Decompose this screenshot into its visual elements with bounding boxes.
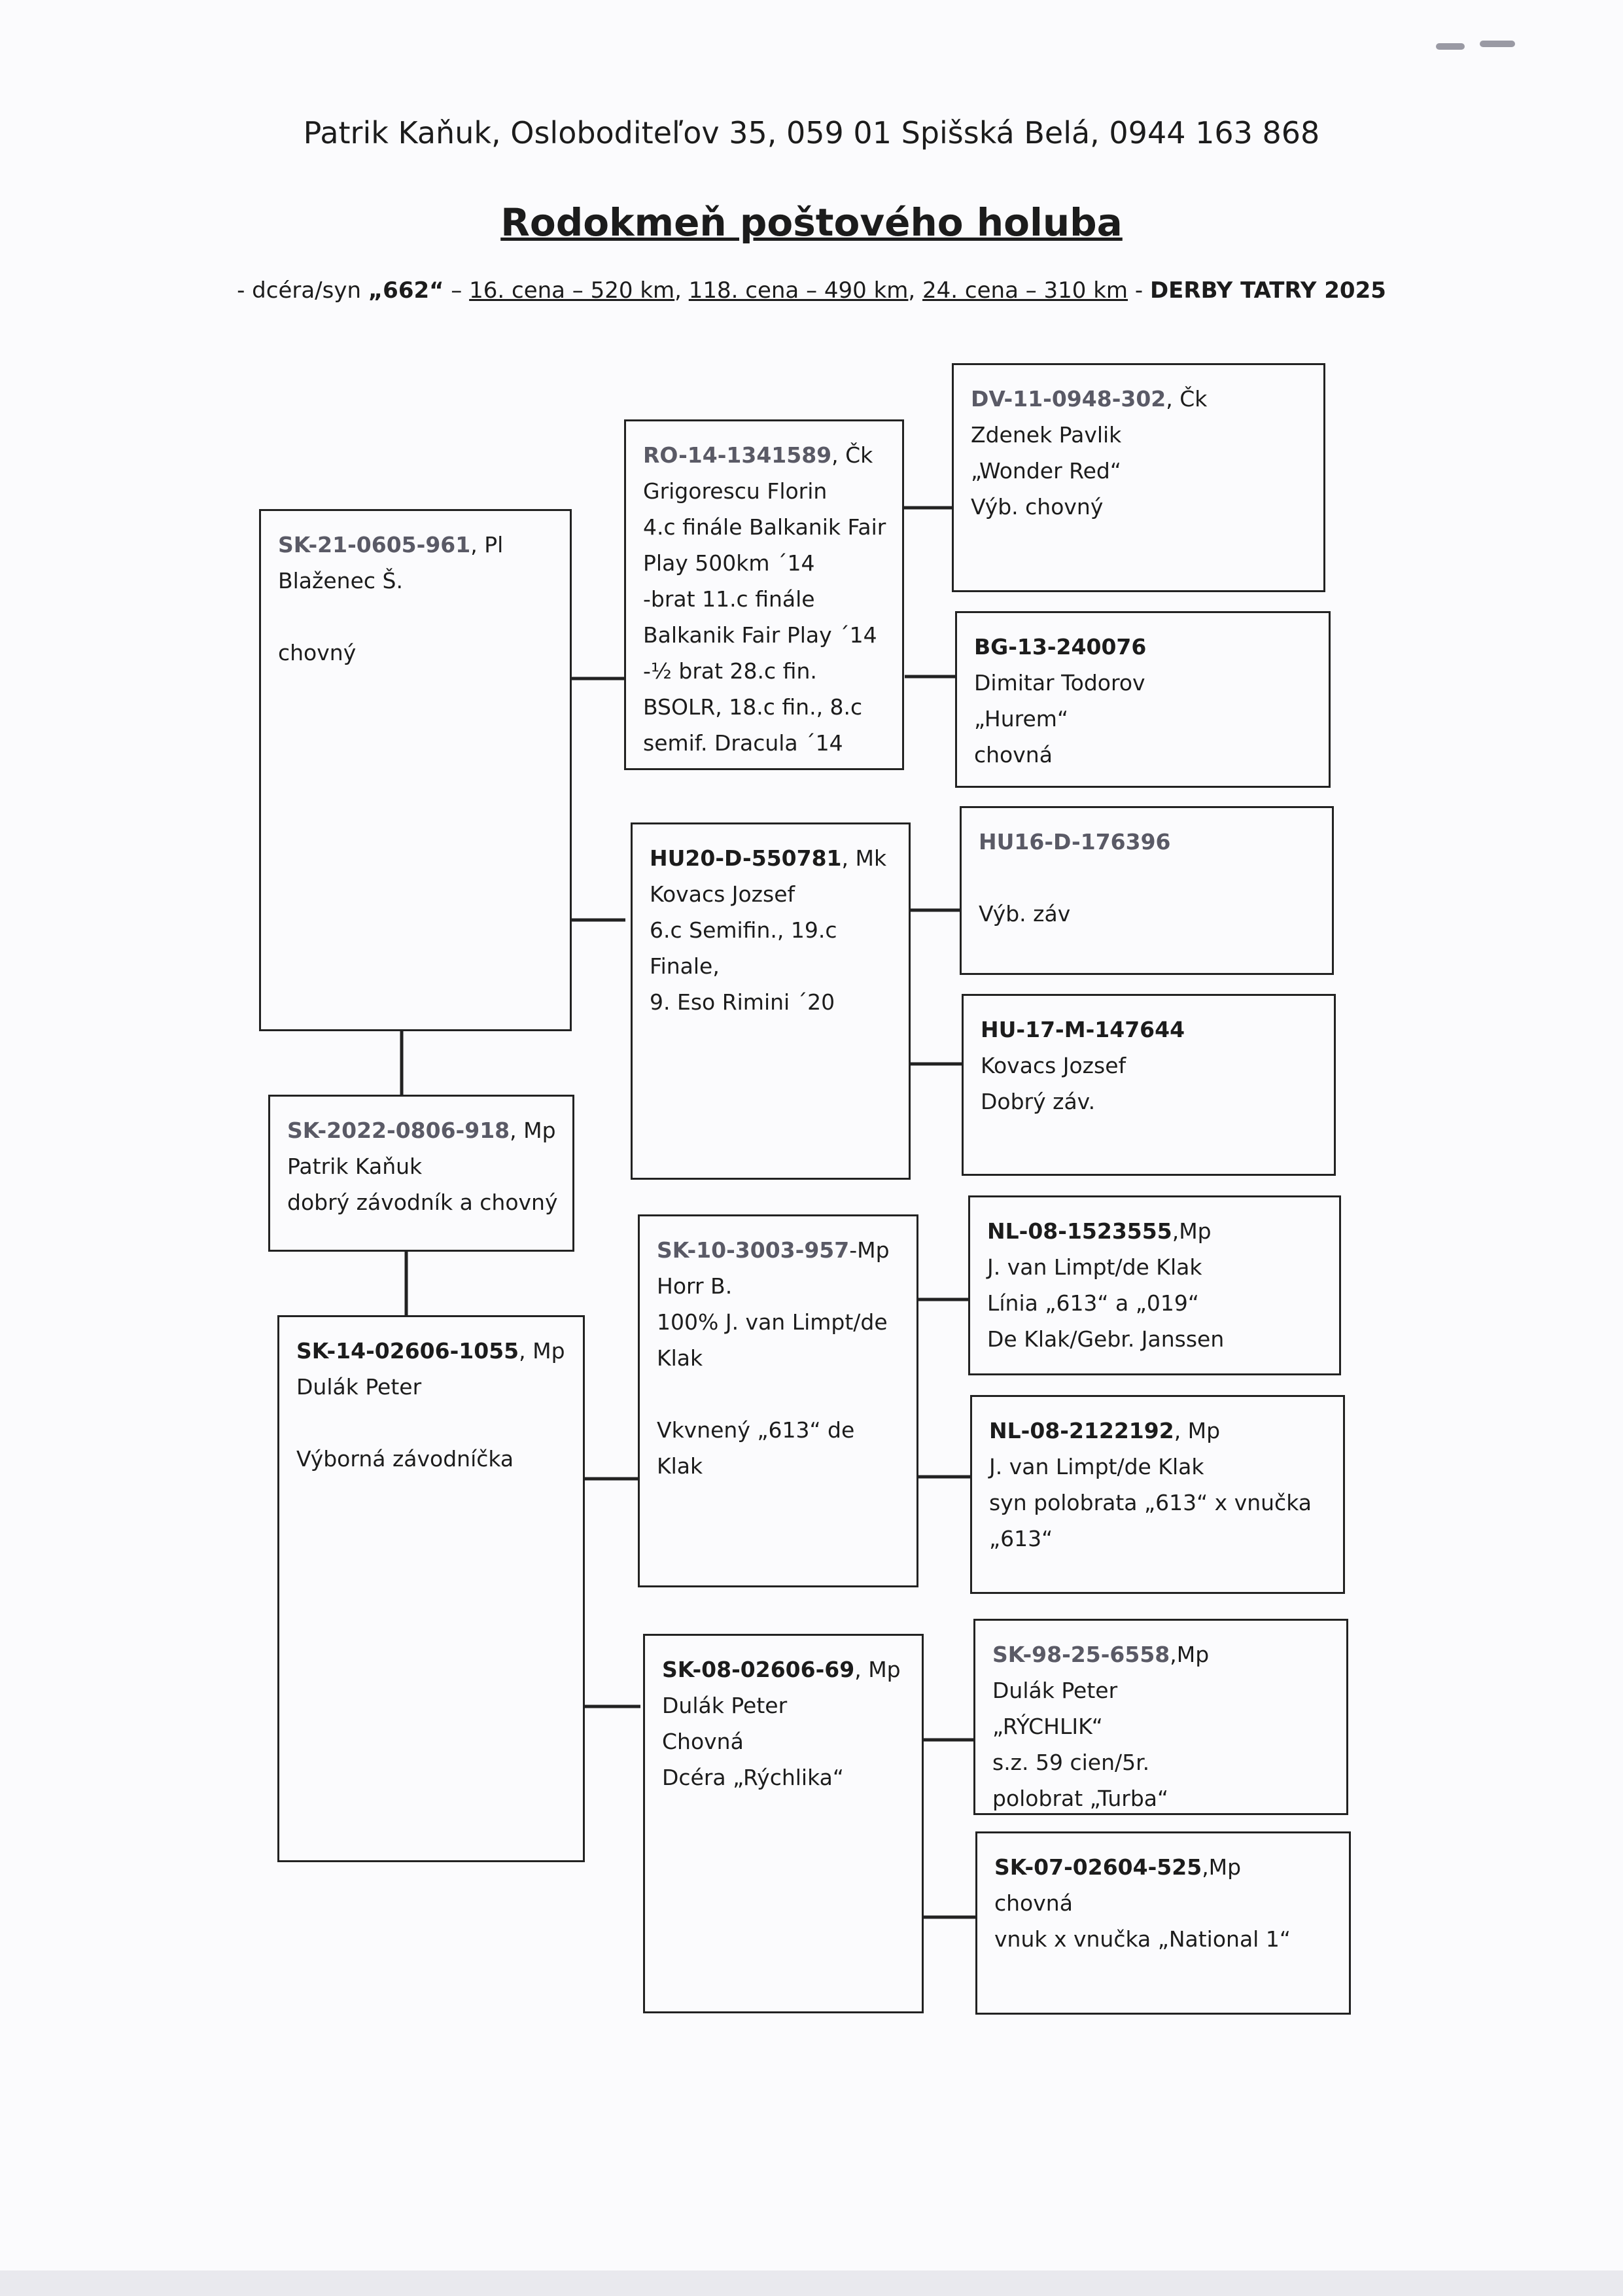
pigeon-detail-line: Výb. chovný — [971, 494, 1104, 520]
ring-suffix: ,Mp — [1172, 1218, 1212, 1244]
ring-number: SK-2022-0806-918 — [287, 1118, 510, 1143]
pigeon-heading — [971, 381, 1306, 417]
subtitle-result-3: 24. cena – 310 km — [922, 277, 1128, 304]
pigeon-heading — [278, 527, 553, 563]
pigeon-heading — [287, 1112, 555, 1148]
ring-number: BG-13-240076 — [974, 634, 1147, 660]
ring-suffix: -Mp — [849, 1237, 890, 1263]
page-title: Rodokmeň poštového holuba — [500, 200, 1123, 245]
pigeon-detail-line: Zdenek Pavlik — [971, 422, 1122, 448]
pigeon-box-subject — [268, 1095, 574, 1252]
ring-suffix: , Mp — [519, 1338, 565, 1364]
pigeon-detail-line — [979, 860, 1315, 896]
pigeon-detail-line: Kovacs Jozsef — [650, 881, 795, 907]
subtitle-result-2: 118. cena – 490 km — [688, 277, 909, 304]
pigeon-box-mmf — [973, 1619, 1348, 1815]
pigeon-box-father — [259, 509, 572, 1031]
pigeon-box-ff — [624, 419, 904, 770]
pigeon-detail-line: Dulák Peter — [662, 1693, 788, 1718]
pigeon-detail-line: Chovná — [662, 1729, 744, 1754]
pigeon-heading — [662, 1651, 905, 1687]
pigeon-detail-line: J. van Limpt/de Klak — [989, 1454, 1204, 1479]
pigeon-box-mff — [968, 1195, 1341, 1375]
ring-number: DV-11-0948-302 — [971, 386, 1166, 412]
ring-number: NL-08-1523555 — [987, 1218, 1172, 1244]
pigeon-detail-line: syn polobrata „613“ x vnučka — [989, 1490, 1312, 1515]
pigeon-heading — [992, 1636, 1329, 1672]
pigeon-detail-line: Dulák Peter — [296, 1374, 422, 1400]
ring-number: NL-08-2122192 — [989, 1418, 1174, 1443]
pigeon-detail-line: „613“ — [989, 1526, 1053, 1551]
ring-suffix: , Mp — [510, 1118, 556, 1143]
pigeon-detail-line: 9. Eso Rimini ´20 — [650, 989, 835, 1015]
pigeon-detail-line: Výborná závodníčka — [296, 1446, 514, 1472]
pigeon-heading — [974, 629, 1312, 665]
pigeon-heading — [994, 1849, 1332, 1885]
pigeon-detail-line: 6.c Semifin., 19.c — [650, 917, 837, 943]
pigeon-detail-line: Klak — [657, 1453, 703, 1479]
pigeon-detail-line: „RÝCHLIK“ — [992, 1714, 1103, 1739]
ring-number: HU16-D-176396 — [979, 829, 1171, 855]
pigeon-detail-line: Klak — [657, 1345, 703, 1371]
pigeon-detail-line: chovná — [974, 742, 1053, 768]
pigeon-box-mf — [638, 1214, 918, 1587]
pigeon-heading — [987, 1213, 1322, 1249]
pigeon-box-mfm — [970, 1395, 1345, 1594]
ring-number: HU20-D-550781 — [650, 845, 842, 871]
ring-number: SK-07-02604-525 — [994, 1854, 1202, 1880]
pigeon-detail-line: polobrat „Turba“ — [992, 1786, 1169, 1811]
pigeon-detail-line: Finale, — [650, 953, 720, 979]
pigeon-box-fmm — [962, 994, 1336, 1176]
pigeon-box-ffm — [955, 611, 1331, 788]
pigeon-detail-line: 100% J. van Limpt/de — [657, 1309, 888, 1335]
pigeon-detail-line: Balkanik Fair Play ´14 — [643, 622, 877, 648]
ring-suffix: , Čk — [1166, 386, 1208, 412]
pigeon-detail-line: Dobrý záv. — [981, 1089, 1096, 1114]
pigeon-detail-line: Horr B. — [657, 1273, 733, 1299]
subtitle-prefix: - dcéra/syn — [237, 277, 368, 304]
ring-number: HU-17-M-147644 — [981, 1017, 1185, 1042]
ring-number: SK-08-02606-69 — [662, 1657, 855, 1682]
ring-suffix: ,Mp — [1170, 1642, 1210, 1667]
pigeon-detail-line: Výb. záv — [979, 901, 1071, 927]
pigeon-box-mm — [643, 1634, 924, 2013]
pigeon-heading — [643, 437, 885, 473]
ring-number: SK-14-02606-1055 — [296, 1338, 519, 1364]
pigeon-detail-line — [657, 1376, 899, 1412]
pigeon-heading — [296, 1333, 566, 1369]
pigeon-detail-line: „Hurem“ — [974, 706, 1069, 732]
pigeon-box-fm — [631, 822, 911, 1180]
subtitle-pigeon-name: „662“ — [368, 277, 444, 304]
pigeon-detail-line: Grigorescu Florin — [643, 478, 828, 504]
pigeon-detail-line: vnuk x vnučka „National 1“ — [994, 1926, 1291, 1952]
pigeon-box-fff — [952, 363, 1325, 592]
pigeon-heading — [650, 840, 892, 876]
ring-suffix: , Mp — [1174, 1418, 1221, 1443]
pigeon-detail-line: 4.c finále Balkanik Fair — [643, 514, 886, 540]
ring-suffix: ,Mp — [1202, 1854, 1242, 1880]
subtitle-dash: - — [1128, 277, 1150, 304]
pigeon-detail-line: Dcéra „Rýchlika“ — [662, 1765, 844, 1790]
pigeon-detail-line: J. van Limpt/de Klak — [987, 1254, 1202, 1280]
pigeon-box-mother — [277, 1315, 585, 1862]
subtitle-event: DERBY TATRY 2025 — [1149, 277, 1386, 304]
pigeon-detail-line: Dulák Peter — [992, 1678, 1118, 1703]
pigeon-box-fmf — [960, 806, 1334, 975]
ring-suffix: , Pl — [470, 532, 504, 557]
pigeon-detail-line: Patrik Kaňuk — [287, 1154, 423, 1179]
pigeon-detail-line: Vkvnený „613“ de — [657, 1417, 855, 1443]
pigeon-detail-line: Kovacs Jozsef — [981, 1053, 1126, 1078]
pigeon-heading — [979, 824, 1315, 860]
pigeon-detail-line: Blaženec Š. — [278, 568, 403, 593]
ring-suffix: , Mp — [854, 1657, 901, 1682]
owner-line: Patrik Kaňuk, Osloboditeľov 35, 059 01 Spišská Belá, 0944 163 868 — [303, 115, 1320, 150]
ring-suffix: , Mk — [841, 845, 887, 871]
pigeon-detail-line: BSOLR, 18.c fin., 8.c — [643, 694, 863, 720]
subtitle-comma: , — [674, 277, 689, 304]
pigeon-detail-line: Play 500km ´14 — [643, 550, 815, 576]
pigeon-box-mmm — [975, 1831, 1351, 2015]
pigeon-detail-line: s.z. 59 cien/5r. — [992, 1750, 1150, 1775]
pigeon-detail-line — [278, 599, 553, 635]
pigeon-detail-line: -½ brat 28.c fin. — [643, 658, 817, 684]
subtitle-comma: , — [908, 277, 923, 304]
subtitle-dash: – — [444, 277, 470, 304]
pigeon-detail-line: „Wonder Red“ — [971, 458, 1121, 484]
ring-number: SK-21-0605-961 — [278, 532, 471, 557]
pigeon-detail-line: Línia „613“ a „019“ — [987, 1290, 1199, 1316]
pigeon-detail-line: -brat 11.c finále — [643, 586, 815, 612]
ring-number: RO-14-1341589 — [643, 442, 832, 468]
pigeon-detail-line: dobrý závodník a chovný — [287, 1190, 558, 1215]
pigeon-detail-line: chovná — [994, 1890, 1073, 1916]
ring-number: SK-98-25-6558 — [992, 1642, 1170, 1667]
pigeon-heading — [657, 1232, 899, 1268]
pigeon-heading — [981, 1012, 1317, 1048]
pigeon-detail-line: Dimitar Todorov — [974, 670, 1145, 696]
pigeon-detail-line: semif. Dracula ´14 — [643, 730, 843, 756]
pigeon-detail-line: chovný — [278, 640, 357, 665]
pigeon-detail-line — [296, 1405, 566, 1441]
subtitle-result-1: 16. cena – 520 km — [469, 277, 675, 304]
ring-number: SK-10-3003-957 — [657, 1237, 850, 1263]
pigeon-detail-line: De Klak/Gebr. Janssen — [987, 1326, 1225, 1352]
ring-suffix: , Čk — [831, 442, 873, 468]
pigeon-heading — [989, 1413, 1326, 1449]
